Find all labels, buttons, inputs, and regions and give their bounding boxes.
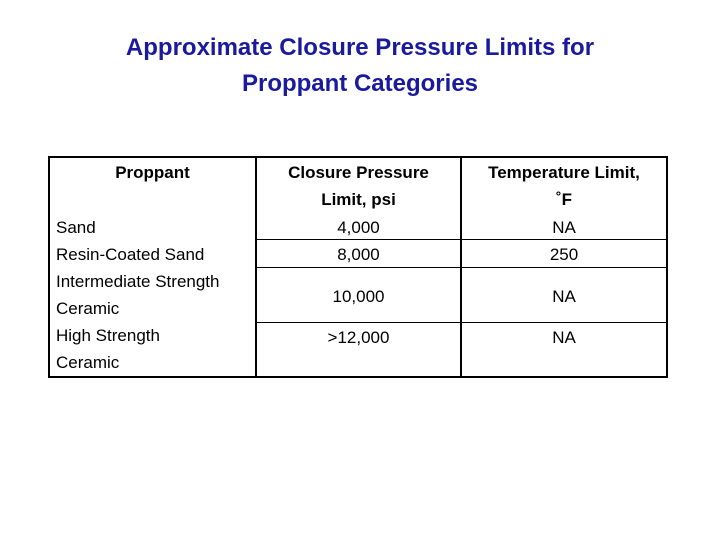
- proppant-intermediate-line-1: Intermediate Strength: [56, 272, 220, 291]
- proppant-high-strength-line-1: High Strength: [56, 326, 160, 345]
- header-closure-line-2: Limit, psi: [321, 190, 396, 209]
- header-temperature-limit: [462, 159, 666, 213]
- header-closure-pressure: [257, 159, 460, 213]
- header-temp-line-2: ˚F: [555, 190, 573, 209]
- proppant-sand: Sand: [56, 218, 96, 237]
- temperature-value: NA: [552, 218, 576, 237]
- slide-title: [0, 30, 720, 102]
- header-proppant: Proppant: [115, 163, 190, 182]
- temperature-value: NA: [552, 328, 576, 347]
- closure-value: 8,000: [337, 245, 380, 264]
- row-divider-3: [257, 322, 666, 323]
- header-temp-line-1: Temperature Limit,: [488, 163, 640, 182]
- proppant-high-strength-line-2: Ceramic: [56, 353, 120, 372]
- table-border-top: [48, 156, 668, 158]
- closure-value: 4,000: [337, 218, 380, 237]
- temperature-value: 250: [549, 245, 579, 264]
- slide-title-line-2: Proppant Categories: [241, 70, 479, 97]
- header-closure-line-1: Closure Pressure: [288, 163, 429, 182]
- temperature-value: NA: [552, 287, 576, 306]
- table-border-right: [666, 156, 668, 378]
- proppant-list: [50, 214, 255, 376]
- proppant-table: [48, 156, 668, 378]
- proppant-resin-coated-sand: Resin-Coated Sand: [56, 245, 205, 264]
- proppant-intermediate-line-2: Ceramic: [56, 299, 120, 318]
- closure-value: >12,000: [327, 328, 390, 347]
- closure-value: 10,000: [332, 287, 385, 306]
- table-border-bottom: [48, 376, 668, 378]
- slide-title-line-1: Approximate Closure Pressure Limits for: [125, 34, 595, 61]
